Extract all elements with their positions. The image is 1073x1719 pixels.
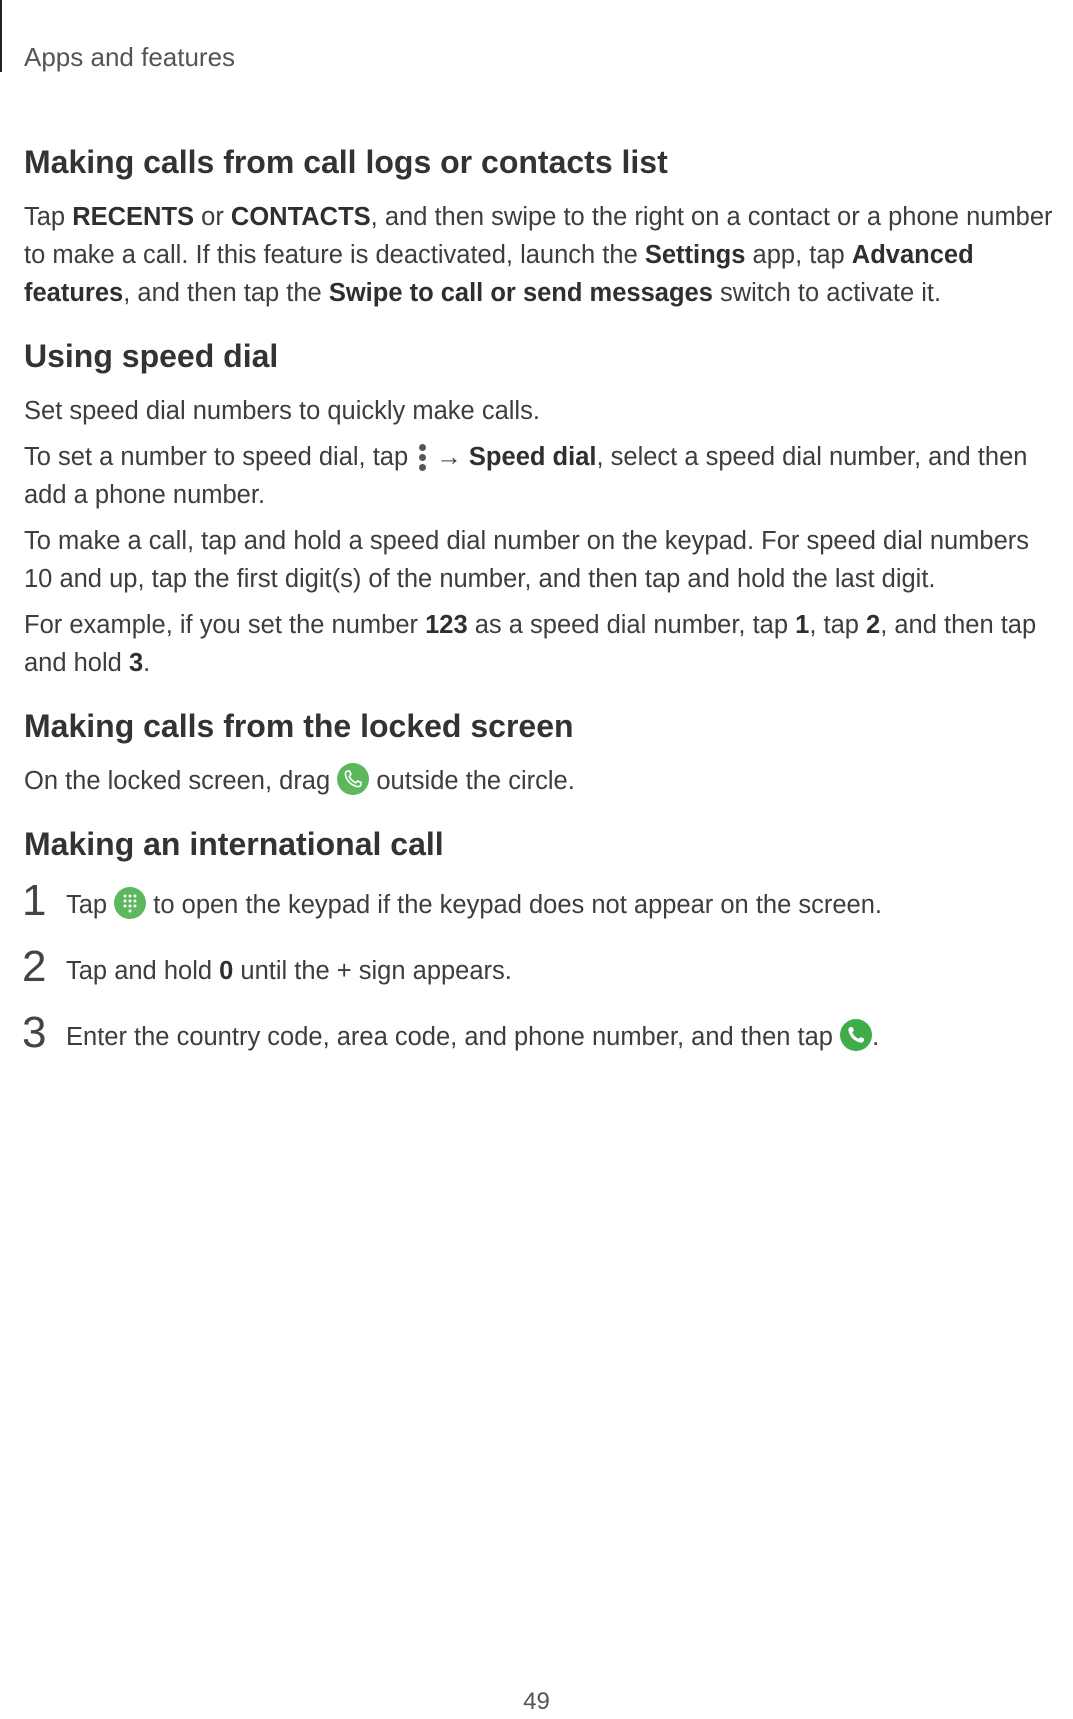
settings-label: Settings [644, 241, 746, 269]
step-number: 2 [22, 942, 47, 991]
steps-list [22, 876, 1064, 1080]
arrow: → [429, 443, 469, 471]
number-123: 123 [425, 611, 468, 639]
heading-locked-screen: Making calls from the locked screen [24, 708, 574, 744]
digit-1: 1 [795, 611, 810, 639]
text: , select a speed dial number, and then add a phone number. [24, 443, 1028, 509]
paragraph-speed-dial-intro: Set speed dial numbers to quickly make calls. [24, 397, 540, 425]
recents-label: RECENTS [72, 203, 195, 231]
text: . [143, 649, 151, 677]
advanced-features-label: Advanced features [24, 241, 974, 307]
step-3 [22, 1008, 1064, 1080]
step-1 [22, 876, 1064, 948]
text: . [872, 1023, 880, 1051]
text: Tap [24, 203, 73, 231]
heading-call-logs: Making calls from call logs or contacts list [24, 144, 668, 180]
text: , tap [809, 611, 867, 639]
text: , and then swipe to the right on a contact or a phone number to make a call. If this feature is deactivated, launch the [24, 203, 1053, 269]
page-content [24, 140, 1064, 1080]
text: On the locked screen, drag [24, 767, 338, 795]
digit-2: 2 [866, 611, 881, 639]
step-text [66, 886, 882, 924]
text: as a speed dial number, tap [467, 611, 796, 639]
text: outside the circle. [369, 767, 575, 795]
text: until the + sign appears. [233, 957, 512, 985]
more-options-icon [417, 443, 427, 473]
page-number: 49 [523, 1688, 550, 1715]
phone-icon [337, 763, 369, 795]
text: , and then tap and hold [24, 611, 1037, 677]
heading-speed-dial: Using speed dial [24, 338, 279, 374]
header-rule [0, 0, 2, 72]
step-2 [22, 942, 1064, 1014]
text: To set a number to speed dial, tap [24, 443, 416, 471]
step-number: 3 [22, 1008, 47, 1057]
digit-3: 3 [128, 649, 144, 677]
swipe-to-call-label: Swipe to call or send messages [328, 279, 713, 307]
keypad-icon [114, 887, 146, 919]
text: , and then tap the [123, 279, 329, 307]
paragraph-speed-dial-call: To make a call, tap and hold a speed dial number on the keypad. For speed dial numbers 10 and up, tap the first digit(s) of the number, and then tap and hold the last digit. [24, 527, 1030, 593]
paragraph-speed-dial-example [24, 606, 1064, 682]
speed-dial-label: Speed dial [468, 443, 597, 471]
digit-0: 0 [219, 957, 234, 985]
text: switch to activate it. [712, 279, 942, 307]
text: For example, if you set the number [24, 611, 426, 639]
call-icon [840, 1019, 872, 1051]
paragraph-call-logs [24, 198, 1064, 312]
heading-international: Making an international call [24, 826, 444, 862]
text: Enter the country code, area code, and phone number, and then tap [66, 1023, 841, 1051]
paragraph-locked-screen [24, 762, 1064, 800]
contacts-label: CONTACTS [230, 203, 371, 231]
text: or [194, 203, 231, 231]
step-number: 1 [22, 876, 47, 925]
section-header: Apps and features [24, 42, 236, 72]
paragraph-speed-dial-set [24, 438, 1064, 514]
text: to open the keypad if the keypad does not appear on the screen. [146, 891, 882, 919]
step-text [66, 1018, 879, 1056]
text: Tap and hold [66, 957, 220, 985]
text: app, tap [745, 241, 852, 269]
step-text [66, 952, 512, 990]
text: Tap [66, 891, 115, 919]
